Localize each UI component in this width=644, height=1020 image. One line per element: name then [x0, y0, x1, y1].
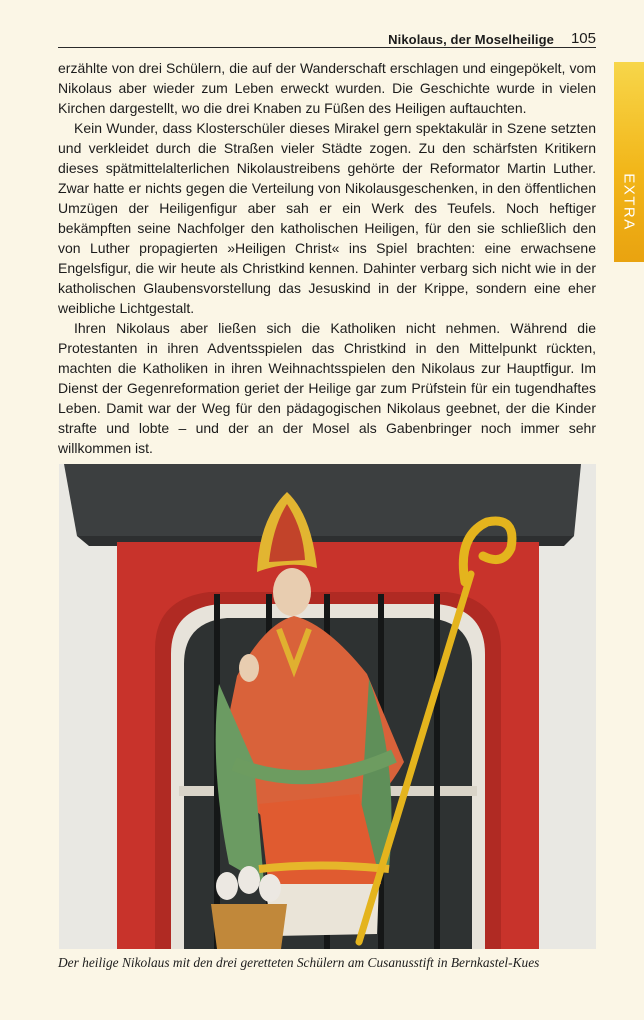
figure-caption: Der heilige Nikolaus mit den drei geretteten Schülern am Cusanusstift in Bernkastel-Kues — [58, 955, 540, 970]
paragraph-1: erzählte von drei Schülern, die auf der Wanderschaft erschlagen und eingepökelt, vom Nikolaus aber wieder zum Leben erweckt wurden. Die Geschichte wurde in vielen Kirchen dargestellt, wo die drei Knaben zu Füßen des Heiligen auftauchten. — [58, 60, 596, 116]
saint-nicholas-photo — [59, 464, 596, 949]
page-number: 105 — [570, 30, 596, 47]
running-head — [58, 29, 596, 48]
paragraph-3: Ihren Nikolaus aber ließen sich die Katholiken nicht nehmen. Während die Protestanten in ihren Adventsspielen das Christkind in den Mittelpunkt rückten, machten die Katholiken in ihren Weihnachtsspielen den Nikolaus zur Hauptfigur. Im Dienst der Gegenreformation geriet der Heilige gar zum Prüfstein für ein tugendhaftes Leben. Damit war der Weg für den pädagogischen Nikolaus geebnet, der die Kinder strafte und lobte – und der an der Mosel als Gabenbringer noch immer sehr willkommen ist. — [58, 320, 596, 456]
paragraph-2: Kein Wunder, dass Klosterschüler dieses Mirakel gern spektakulär in Szene setzten und verkleidet durch die Straßen vieler Städte zogen. Zu den schärfsten Kritikern dieses spätmittelalterlichen Nikolaustreibens gehörte der Reformator Martin Luther. Zwar hatte er nichts gegen die Verteilung von Nikolausgeschenken, in den öffentlichen Umzügen der Heiligenfigur aber sah er ein Werk des Teufels. Noch heftiger bekämpften seine Nachfolger den katholischen Heiligen, für den sie schließlich den von Luther propagierten »Heiligen Christ« ins Spiel brachten: eine erwachsene Engelsfigur, die wir heute als Christkind kennen. Dahinter verbarg sich nicht wie in der katholischen Glaubensvorstellung das Jesuskind in der Krippe, sondern eine eher weibliche Lichtgestalt. — [58, 120, 596, 316]
saint-nicholas-statue-illustration — [59, 464, 596, 949]
running-title: Nikolaus, der Moselheilige — [388, 32, 554, 47]
extra-side-tab — [614, 62, 644, 262]
extra-tab-label: EXTRA — [620, 173, 638, 231]
body-text — [58, 58, 596, 458]
